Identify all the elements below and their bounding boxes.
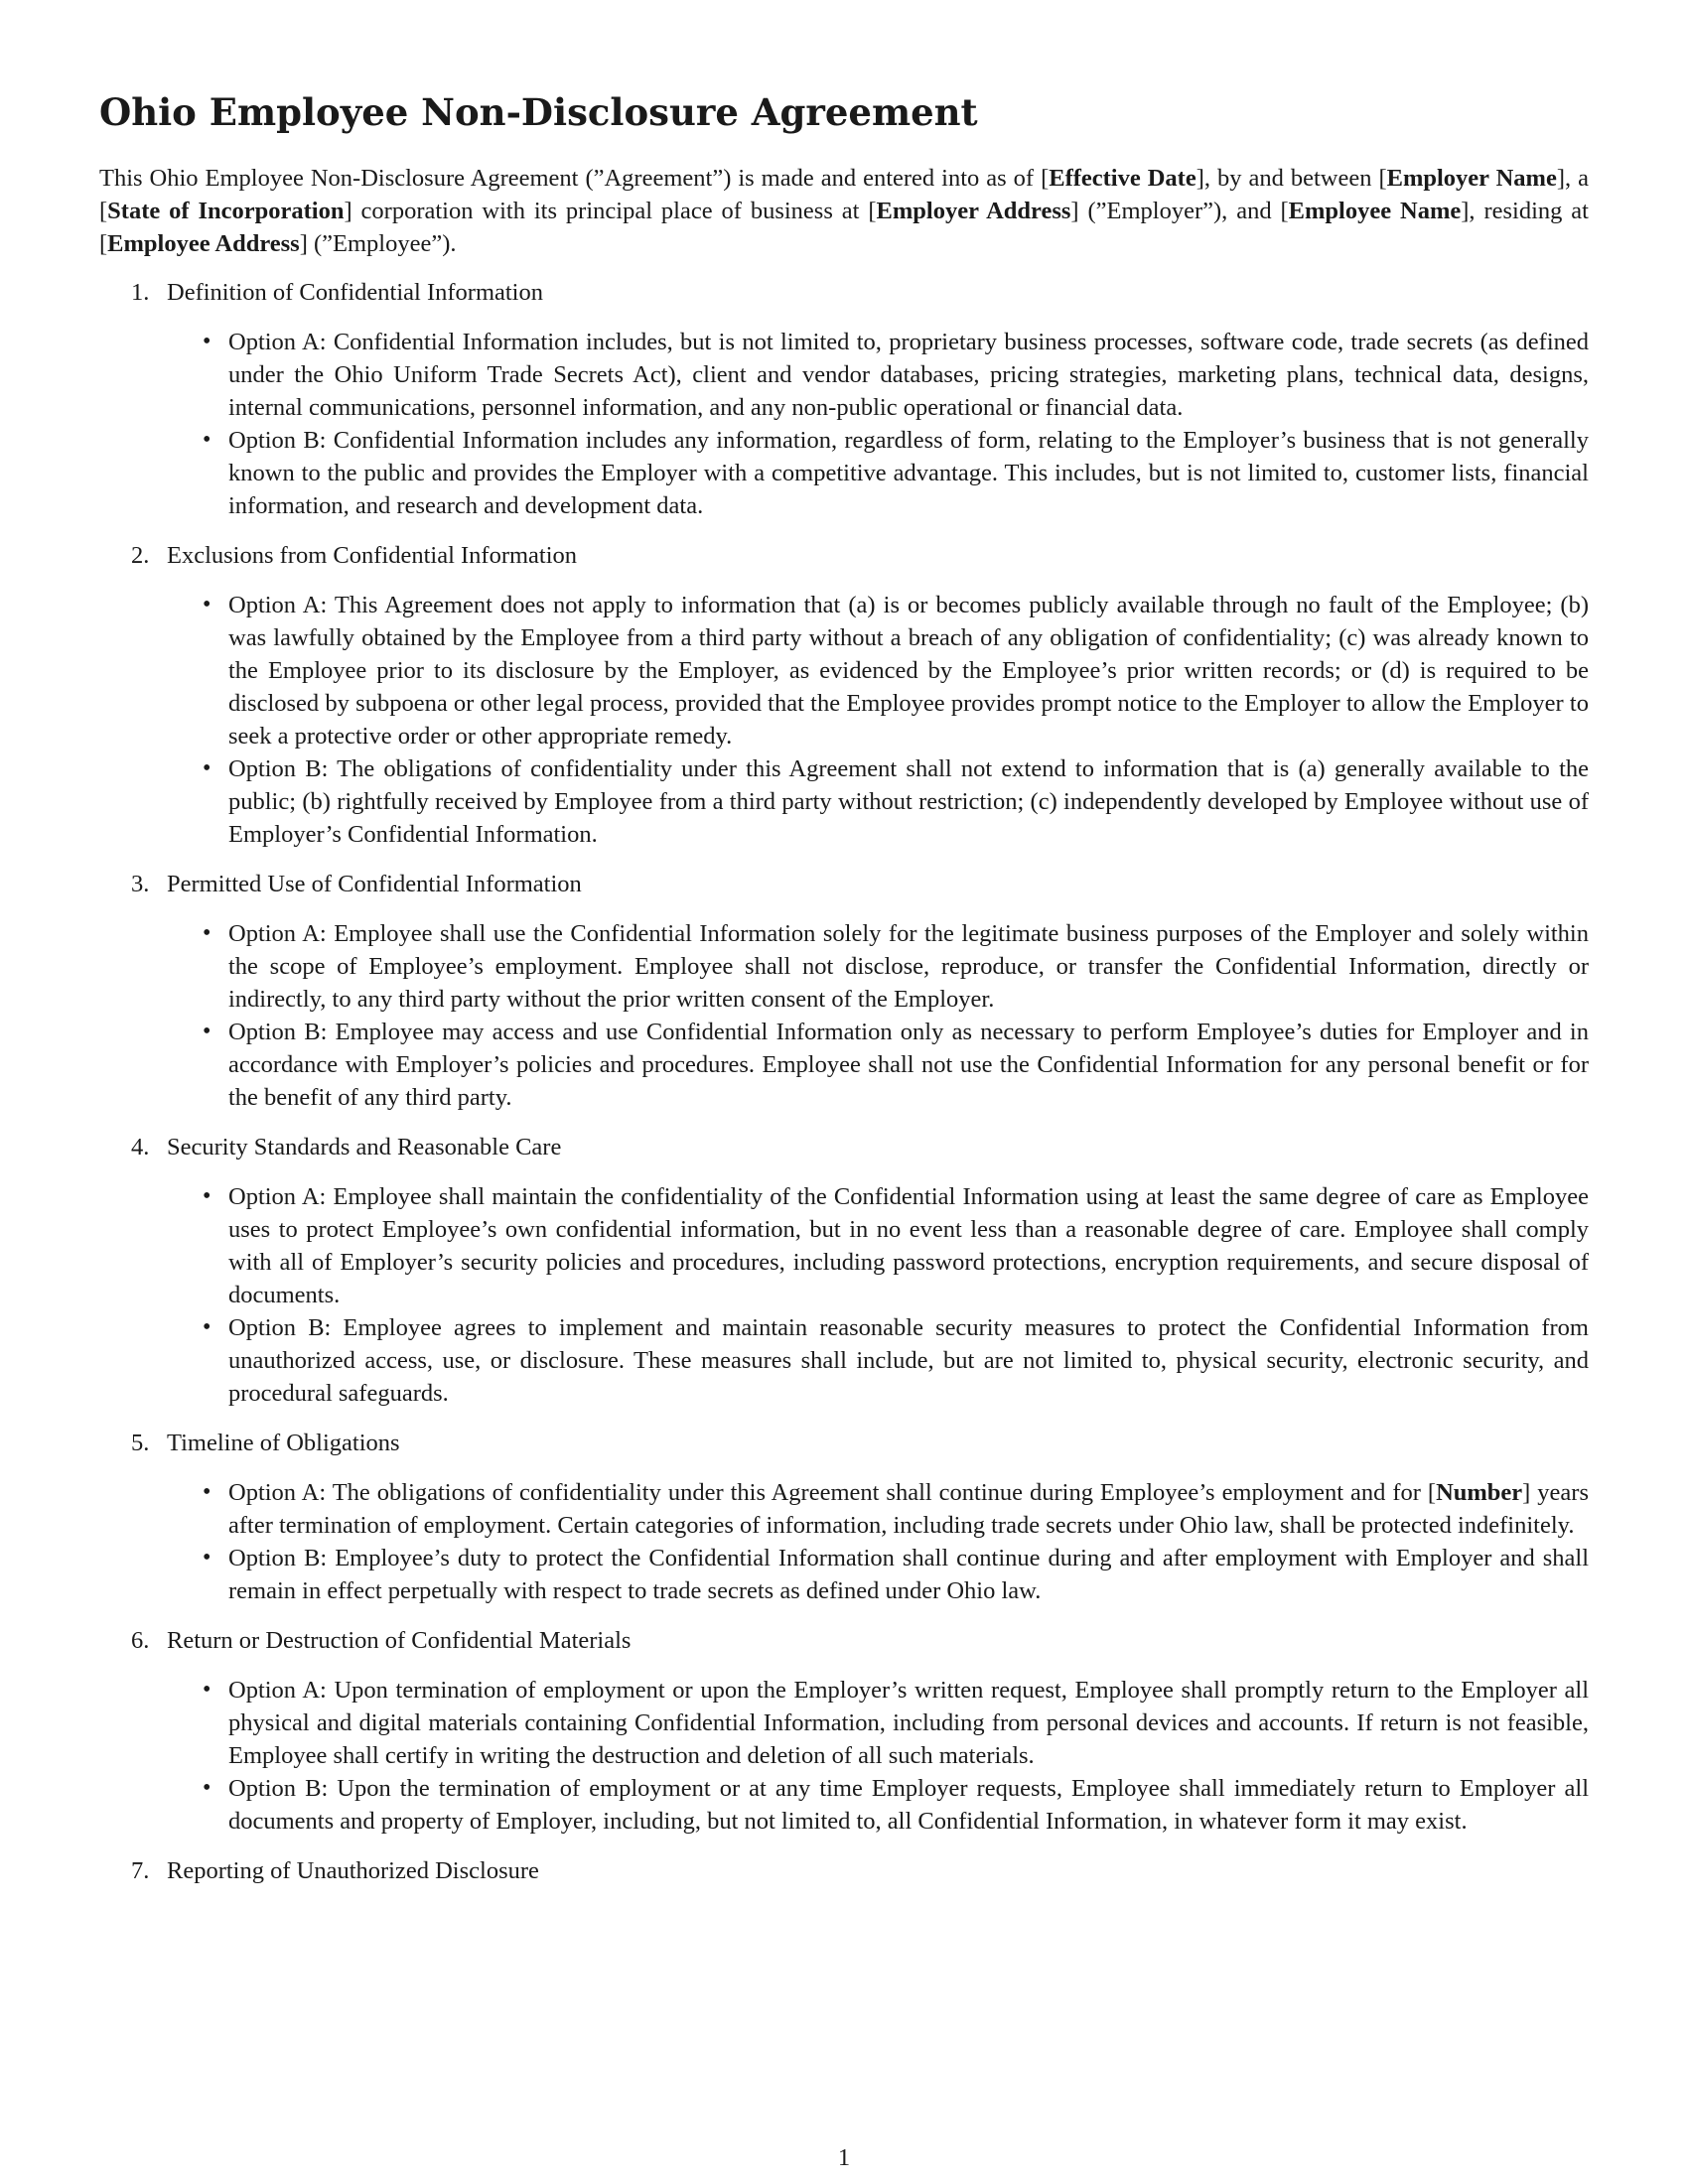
option-b — [203, 1772, 1589, 1838]
bullet-icon: • — [203, 920, 211, 946]
section-number: 7. — [131, 1857, 150, 1884]
section-2 — [99, 539, 1589, 851]
employer-address-placeholder: Employer Address — [876, 198, 1071, 224]
intro-text: ], a [ — [99, 165, 1589, 224]
bullet-icon: • — [203, 1019, 211, 1044]
option-a — [203, 589, 1589, 752]
option-text: Option A: The obligations of confidentiality under this Agreement shall continue during Employee’s employment and for [ — [228, 1479, 1437, 1506]
intro-text: ], residing at [ — [99, 198, 1589, 257]
effective-date-placeholder: Effective Date — [1049, 165, 1196, 192]
option-text: Option B: Confidential Information includes any information, regardless of form, relating to the Employer’s business that is not generally known to the public and provides the Employer with a competitive advantage. This includes, but is not limited to, customer lists, financial information, and research and development data. — [228, 427, 1589, 519]
section-heading — [131, 1854, 1589, 1887]
option-b — [203, 424, 1589, 522]
section-heading — [131, 1427, 1589, 1459]
bullet-icon: • — [203, 755, 211, 781]
option-list — [99, 326, 1589, 522]
section-title: Security Standards and Reasonable Care — [167, 1134, 562, 1160]
section-heading — [131, 1131, 1589, 1163]
option-text: Option B: The obligations of confidentiality under this Agreement shall not extend to information that is (a) generally available to the public; (b) rightfully received by Employee from a third party without restriction; (c) independently developed by Employee without use of Employer’s Confidential Information. — [228, 755, 1589, 848]
option-b — [203, 752, 1589, 851]
option-text: Option A: Confidential Information includes, but is not limited to, proprietary business processes, software code, trade secrets (as defined under the Ohio Uniform Trade Secrets Act), client and vendor databases, pricing strategies, marketing plans, technical data, designs, internal communications, personnel information, and any non-public operational or financial data. — [228, 329, 1589, 421]
section-heading — [131, 1624, 1589, 1657]
bullet-icon: • — [203, 427, 211, 453]
option-list — [99, 1180, 1589, 1410]
section-title: Exclusions from Confidential Information — [167, 542, 578, 569]
intro-text: This Ohio Employee Non-Disclosure Agreement (”Agreement”) is made and entered into as of [ — [99, 165, 1050, 192]
section-4 — [99, 1131, 1589, 1410]
section-6 — [99, 1624, 1589, 1838]
bullet-icon: • — [203, 1677, 211, 1703]
page-title: Ohio Employee Non-Disclosure Agreement — [99, 90, 978, 134]
section-heading — [131, 868, 1589, 900]
section-heading — [131, 276, 1589, 309]
bullet-icon: • — [203, 1479, 211, 1505]
bullet-icon: • — [203, 1183, 211, 1209]
section-5 — [99, 1427, 1589, 1607]
section-number: 2. — [131, 542, 150, 569]
section-title: Timeline of Obligations — [167, 1430, 400, 1456]
option-b — [203, 1016, 1589, 1114]
option-text: ] years after termination of employment. Certain categories of information, including trade secrets under Ohio law, shall be protected indefinitely. — [228, 1479, 1589, 1539]
number-placeholder: Number — [1436, 1479, 1523, 1506]
intro-text: ] corporation with its principal place of business at [ — [344, 198, 877, 224]
option-text: Option A: Upon termination of employment or upon the Employer’s written request, Employee shall promptly return to the Employer all physical and digital materials containing Confidential Information, including from personal devices and accounts. If return is not feasible, Employee shall certify in writing the destruction and deletion of all such materials. — [228, 1677, 1589, 1769]
section-title: Definition of Confidential Information — [167, 279, 543, 306]
section-title: Reporting of Unauthorized Disclosure — [167, 1857, 539, 1884]
option-list — [99, 1674, 1589, 1838]
section-number: 3. — [131, 871, 150, 897]
option-a — [203, 326, 1589, 424]
intro-text: ] (”Employer”), and [ — [1070, 198, 1289, 224]
section-heading — [131, 539, 1589, 572]
option-text: Option B: Upon the termination of employment or at any time Employer requests, Employee shall immediately return to Employer all documents and property of Employer, including, but not limited to, all Confidential Information, in whatever form it may exist. — [228, 1775, 1589, 1835]
option-b — [203, 1311, 1589, 1410]
intro-text: ] (”Employee”). — [299, 230, 457, 257]
option-text: Option B: Employee may access and use Confidential Information only as necessary to perform Employee’s duties for Employer and in accordance with Employer’s policies and procedures. Employee shall not use the Confidential Information for any personal benefit or for the benefit of any third party. — [228, 1019, 1589, 1111]
employee-name-placeholder: Employee Name — [1288, 198, 1462, 224]
option-list — [99, 1476, 1589, 1607]
option-b — [203, 1542, 1589, 1607]
option-a — [203, 1180, 1589, 1311]
option-text: Option A: Employee shall use the Confidential Information solely for the legitimate business purposes of the Employer and solely within the scope of Employee’s employment. Employee shall not disclose, reproduce, or transfer the Confidential Information, directly or indirectly, to any third party without the prior written consent of the Employer. — [228, 920, 1589, 1013]
section-title: Return or Destruction of Confidential Materials — [167, 1627, 632, 1654]
option-text: Option A: Employee shall maintain the confidentiality of the Confidential Information using at least the same degree of care as Employee uses to protect Employee’s own confidential information, but in no event less than a reasonable degree of care. Employee shall comply with all of Employer’s security policies and procedures, including password protections, encryption requirements, and secure disposal of documents. — [228, 1183, 1589, 1308]
section-number: 4. — [131, 1134, 150, 1160]
section-list — [99, 276, 1589, 1904]
bullet-icon: • — [203, 329, 211, 354]
bullet-icon: • — [203, 592, 211, 617]
employee-address-placeholder: Employee Address — [107, 230, 300, 257]
bullet-icon: • — [203, 1314, 211, 1340]
section-number: 5. — [131, 1430, 150, 1456]
intro-paragraph — [99, 162, 1589, 260]
option-text: Option B: Employee agrees to implement and maintain reasonable security measures to protect the Confidential Information from unauthorized access, use, or disclosure. These measures shall include, but are not limited to, physical security, electronic security, and procedural safeguards. — [228, 1314, 1589, 1407]
option-a — [203, 1476, 1589, 1542]
section-number: 6. — [131, 1627, 150, 1654]
page-number: 1 — [837, 2144, 851, 2171]
state-of-incorporation-placeholder: State of Incorporation — [107, 198, 345, 224]
section-3 — [99, 868, 1589, 1114]
option-text: Option B: Employee’s duty to protect the Confidential Information shall continue during and after employment with Employer and shall remain in effect perpetually with respect to trade secrets as defined under Ohio law. — [228, 1545, 1589, 1604]
section-title: Permitted Use of Confidential Information — [167, 871, 582, 897]
option-text: Option A: This Agreement does not apply to information that (a) is or becomes publicly available through no fault of the Employee; (b) was lawfully obtained by the Employee from a third party without a breach of any obligation of confidentiality; (c) was already known to the Employee prior to its disclosure by the Employer, as evidenced by the Employee’s prior written records; or (d) is required to be disclosed by subpoena or other legal process, provided that the Employee provides prompt notice to the Employer to allow the Employer to seek a protective order or other appropriate remedy. — [228, 592, 1589, 750]
intro-text: ], by and between [ — [1196, 165, 1387, 192]
employer-name-placeholder: Employer Name — [1386, 165, 1557, 192]
bullet-icon: • — [203, 1545, 211, 1570]
option-list — [99, 917, 1589, 1114]
option-a — [203, 917, 1589, 1016]
section-7 — [99, 1854, 1589, 1887]
section-number: 1. — [131, 279, 150, 306]
section-1 — [99, 276, 1589, 522]
option-list — [99, 589, 1589, 851]
bullet-icon: • — [203, 1775, 211, 1801]
option-a — [203, 1674, 1589, 1772]
